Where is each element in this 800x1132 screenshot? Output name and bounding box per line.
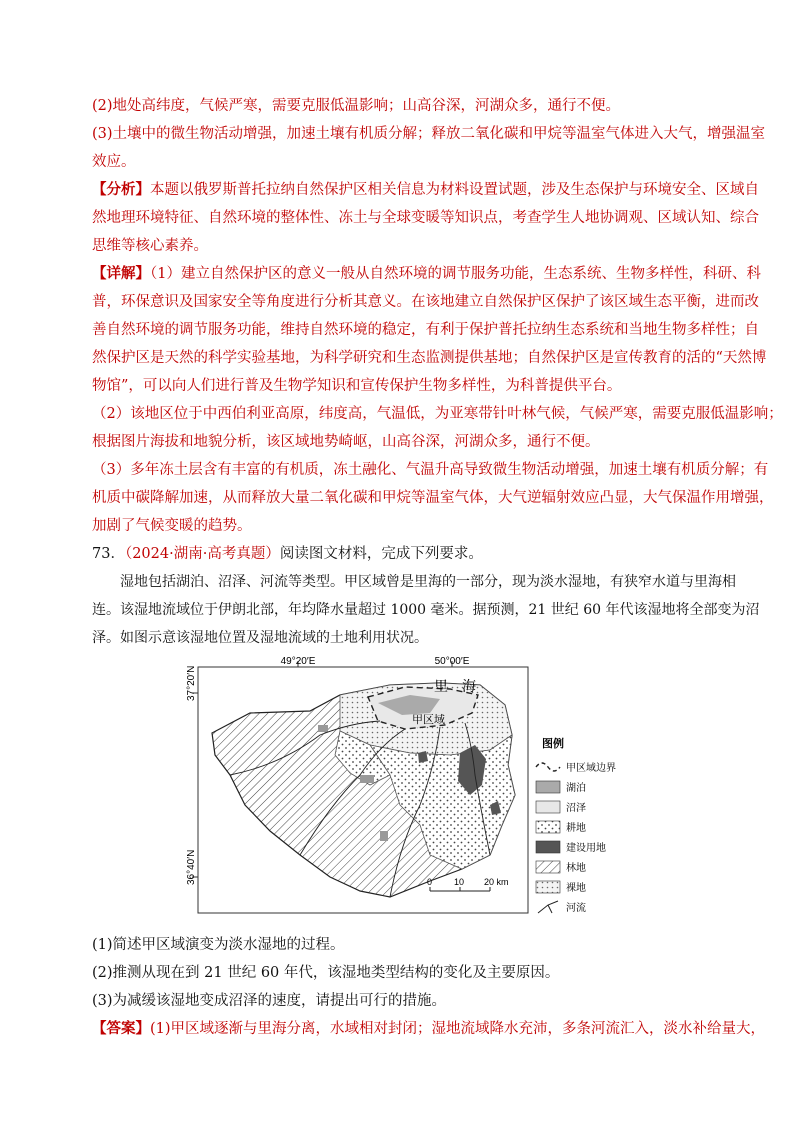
detail-text-1: （1）建立自然保护区的意义一般从自然环境的调节服务功能，生态系统、生物多样性，科研、科 — [150, 266, 761, 282]
lon2-label: 50°00′E — [434, 656, 470, 667]
legend-item-farmland — [536, 821, 586, 834]
legend-item-lake — [536, 781, 586, 794]
analysis-tag: 【分析】 — [92, 181, 150, 198]
detail-line-3: 善自然环境的调节服务功能，维持自然环境的稳定，有利于保护普托拉纳生态系统和当地生物多样性；自 — [92, 322, 759, 338]
lon1-label: 49°20′E — [280, 656, 316, 667]
lat1-label: 37°20′N — [186, 665, 197, 701]
lake-3 — [380, 831, 388, 841]
answer-3-line-1: (3)土壤中的微生物活动增强，加速土壤有机质分解；释放二氧化碳和甲烷等温室气体进入大气，增强温室 — [92, 126, 766, 142]
wetland-map-figure — [186, 655, 635, 917]
answer-line-1 — [92, 1019, 766, 1039]
region-jia-label: 甲区域 — [412, 713, 445, 726]
answer-2-line: (2)地处高纬度，气候严寒，需要克服低温影响；山高谷深，河湖众多，通行不便。 — [92, 98, 621, 114]
legend-label-builtup: 建设用地 — [566, 843, 606, 854]
answer-text-1: (1)甲区域逐渐与里海分离，水域相对封闭；湿地流域降水充沛，多条河流汇入，淡水补给量大， — [150, 1021, 766, 1037]
question-number: 73． — [92, 546, 125, 562]
question-prompt: 阅读图文材料，完成下列要求。 — [279, 546, 483, 562]
analysis-line-1 — [92, 180, 759, 200]
analysis-text-1: 本题以俄罗斯普托拉纳自然保护区相关信息为材料设置试题，涉及生态保护与环境安全、区域自 — [150, 182, 759, 198]
sea-label: 里 海 — [434, 679, 476, 695]
legend-item-marsh — [536, 801, 586, 814]
legend-label-forest: 林地 — [566, 863, 586, 874]
detail-line-7: 根据图片海拔和地貌分析，该区域地势崎岖，山高谷深，河湖众多，通行不便。 — [92, 434, 600, 450]
detail-line-8: （3）多年冻土层含有丰富的有机质，冻土融化、气温升高导致微生物活动增强，加速土壤有机质分解；有 — [92, 462, 769, 478]
subquestion-2: (2)推测从现在到 21 世纪 60 年代，该湿地类型结构的变化及主要原因。 — [92, 965, 560, 981]
legend-label-farmland: 耕地 — [566, 823, 586, 834]
legend-item-forest — [536, 861, 586, 874]
answer-3-line-2: 效应。 — [92, 154, 136, 170]
question-header — [92, 544, 732, 564]
lake-2 — [360, 775, 374, 783]
analysis-line-3: 思维等核心素养。 — [92, 238, 208, 254]
legend-title: 图例 — [542, 737, 564, 750]
detail-line-9: 机质中碳降解加速，从而释放大量二氧化碳和甲烷等温室气体，大气逆辐射效应凸显，大气保温作用增强， — [92, 490, 774, 506]
detail-line-1 — [92, 264, 761, 284]
lake-1 — [318, 725, 328, 732]
detail-line-5: 物馆”，可以向人们进行普及生物学知识和宣传保护生物多样性，为科普提供平台。 — [92, 378, 622, 394]
material-line-1: 湿地包括湖泊、沼泽、河流等类型。甲区域曾是里海的一部分，现为淡水湿地，有狭窄水道与里海相 — [120, 574, 736, 590]
scale-label-20: 20 km — [484, 877, 509, 887]
scale-label-10: 10 — [454, 877, 465, 887]
legend-label-marsh: 沼泽 — [566, 803, 586, 814]
detail-line-10: 加剧了气候变暖的趋势。 — [92, 518, 252, 534]
legend-label-boundary: 甲区域边界 — [566, 763, 616, 774]
detail-tag: 【详解】 — [92, 265, 150, 282]
analysis-line-2: 然地理环境特征、自然环境的整体性、冻土与全球变暖等知识点，考查学生人地协调观、区域认知、综合 — [92, 210, 759, 226]
detail-line-4: 然保护区是天然的科学实验基地，为科学研究和生态监测提供基地；自然保护区是宣传教育的活的“天然博 — [92, 350, 767, 366]
legend-label-river: 河流 — [566, 903, 586, 914]
legend-label-lake: 湖泊 — [566, 783, 586, 794]
legend-item-bare — [536, 881, 586, 894]
lat2-label: 36°40′N — [186, 849, 197, 885]
question-source: （2024·湖南·高考真题） — [124, 546, 280, 562]
legend-item-builtup — [536, 841, 606, 854]
detail-line-2: 普，环保意识及国家安全等角度进行分析其意义。在该地建立自然保护区保护了该区域生态平衡，进而改 — [92, 294, 759, 310]
subquestion-1: (1)简述甲区域演变为淡水湿地的过程。 — [92, 937, 345, 953]
legend-label-bare: 裸地 — [566, 883, 586, 894]
answer-tag: 【答案】 — [92, 1020, 150, 1037]
legend-item-river — [538, 901, 586, 914]
wetland-map-svg — [186, 655, 635, 917]
subquestion-3: (3)为减缓该湿地变成沼泽的速度，请提出可行的措施。 — [92, 993, 447, 1009]
scale-label-0: 0 — [427, 877, 433, 887]
detail-line-6: （2）该地区位于中西伯利亚高原，纬度高，气温低，为亚寒带针叶林气候，气候严寒，需要克服低温影响； — [92, 406, 783, 422]
material-line-2: 连。该湿地流域位于伊朗北部，年均降水量超过 1000 毫米。据预测，21 世纪 60 年代该湿地将全部变为沼 — [92, 602, 760, 618]
legend-item-boundary — [536, 761, 616, 774]
material-line-3: 泽。如图示意该湿地位置及湿地流域的土地利用状况。 — [92, 630, 428, 646]
